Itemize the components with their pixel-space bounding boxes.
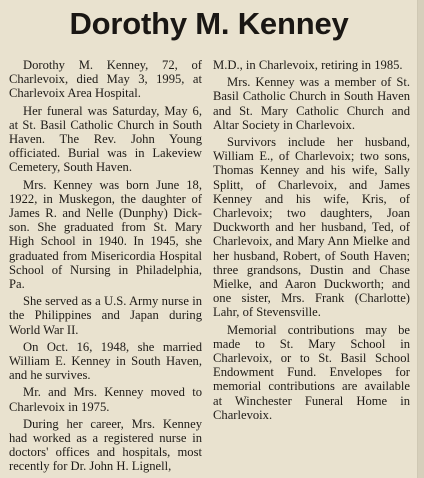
paragraph-birth-education: Mrs. Kenney was born June 18, 1922, in Muskegon, the daughter of James R. and Nelle (Dunphy) Dickson. She graduated from St. Mary High School in 1940. In 1945, she graduated from Misericordia Hospital School of Nursing in Philadelphia, Pa. <box>9 177 202 292</box>
paragraph-move: Mr. and Mrs. Kenney moved to Charlevoix in 1975. <box>9 385 202 414</box>
paragraph-death-notice: Dorothy M. Kenney, 72, of Charlevoix, died May 3, 1995, at Charlevoix Area Hospital. <box>9 58 202 101</box>
left-column <box>9 58 202 477</box>
paragraph-career: During her career, Mrs. Kenney had worked as a registered nurse in doctors' offices and hospitals, most recently for Dr. John H. Lignell, <box>9 416 202 474</box>
paragraph-survivors: Survivors include her husband, William E., of Charlevoix; two sons, Thomas Kenney and his wife, Sally Splitt, of Charlevoix, and James Kenney and his wife, Kris, of Charlevoix; two daughters, Joan Duckworth and her husband, Ted, of Charlevoix, and Mary Ann Mielke and her husband, Robert, of South Haven; three grandsons, Dustin and Chase Mielke, and Aaron Duckworth; and one sister, Mrs. Frank (Charlotte) Lahr, of Stevensville. <box>213 135 410 320</box>
paragraph-career-continued: M.D., in Charlevoix, retiring in 1985. <box>213 58 403 72</box>
right-column <box>213 58 410 425</box>
paragraph-marriage: On Oct. 16, 1948, she married William E. Kenney in South Haven, and he survives. <box>9 339 202 383</box>
obituary-headline: Dorothy M. Kenney <box>69 6 349 41</box>
paragraph-church-membership: Mrs. Kenney was a member of St. Basil Catholic Church in South Haven and St. Mary Catholic Church and Altar Society in Charlevoix. <box>213 75 410 132</box>
page-edge-strip <box>417 0 424 478</box>
paragraph-army-service: She served as a U.S. Army nurse in the Philippines and Japan during World War II. <box>9 294 202 337</box>
paragraph-funeral: Her funeral was Saturday, May 6, at St. Basil Catholic Church in South Haven. The Rev. John Young officiated. Burial was in Lakeview Cemetery, South Haven. <box>9 103 202 175</box>
paragraph-memorials: Memorial contributions may be made to St. Mary School in Charlevoix, or to St. Basil School Endowment Fund. Envelopes for memorial contributions are available at Winchester Funeral Home in Charlevoix. <box>213 322 410 422</box>
